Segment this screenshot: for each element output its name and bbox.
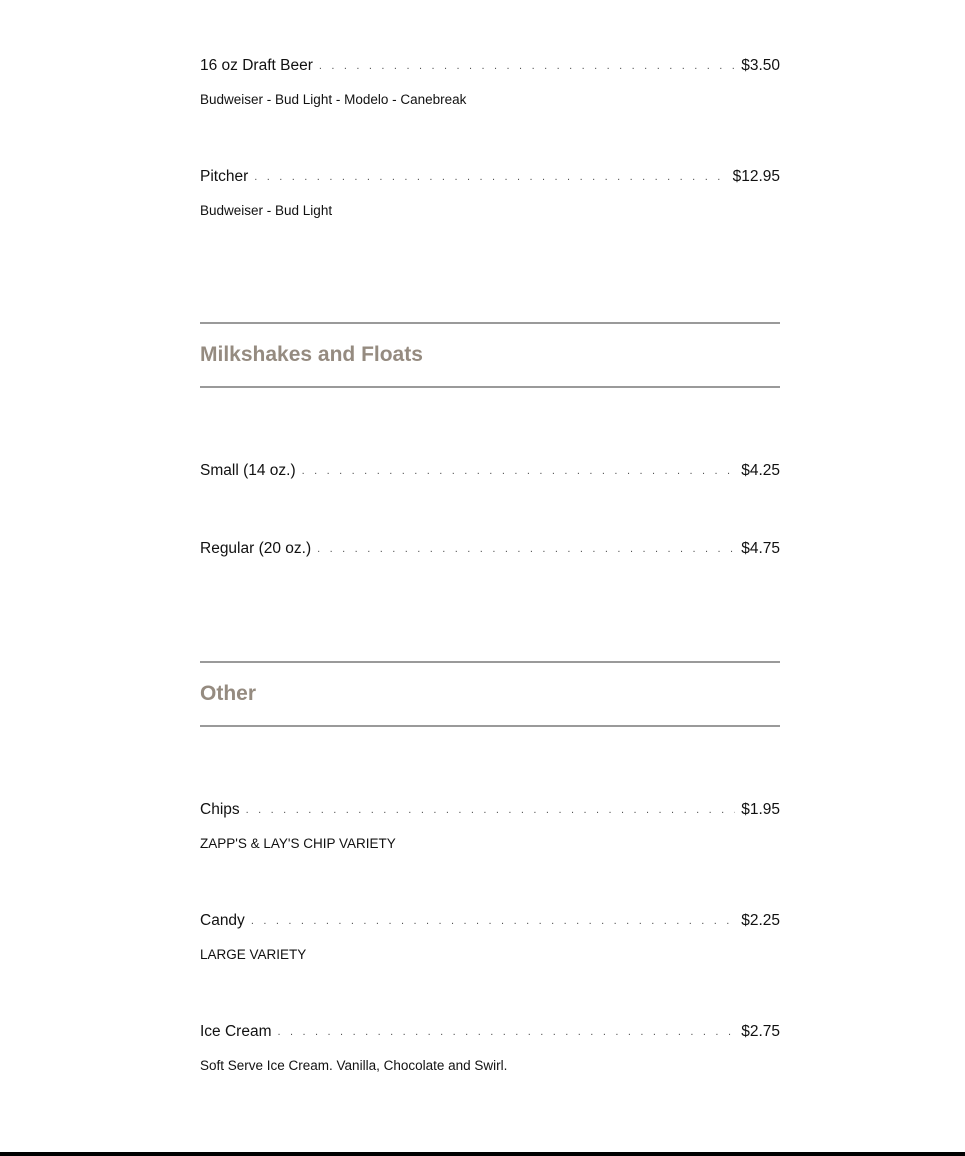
menu-item-price: $12.95 (732, 168, 780, 185)
menu-item-name: Ice Cream (200, 1023, 272, 1040)
menu-item-row (200, 167, 780, 188)
menu-item-name: 16 oz Draft Beer (200, 57, 313, 74)
menu-item-name: Candy (200, 912, 245, 929)
menu-item-description: Soft Serve Ice Cream. Vanilla, Chocolate and Swirl. (200, 1058, 508, 1073)
menu-item-price: $2.75 (741, 1023, 780, 1040)
menu-item-name: Pitcher (200, 168, 249, 185)
dot-leader (278, 1022, 736, 1042)
dot-leader (246, 800, 736, 820)
section-header-other (200, 661, 780, 727)
menu-item-name: Chips (200, 801, 240, 818)
menu-item-name: Regular (20 oz.) (200, 540, 312, 557)
menu-item-row (200, 911, 780, 932)
section-title: Milkshakes and Floats (200, 343, 423, 366)
menu-item-candy (200, 911, 780, 963)
menu-item-regular-shake (200, 539, 780, 560)
menu-item-description: Budweiser - Bud Light - Modelo - Canebreak (200, 92, 467, 107)
dot-leader (319, 56, 735, 76)
menu-item-ice-cream (200, 1022, 780, 1074)
menu-item-name: Small (14 oz.) (200, 462, 296, 479)
section-title: Other (200, 682, 257, 705)
menu-item-description: Budweiser - Bud Light (200, 203, 333, 218)
menu-item-row (200, 800, 780, 821)
menu-item-price: $2.25 (741, 912, 780, 929)
dot-leader (317, 539, 735, 559)
page-bottom-bar (0, 1152, 965, 1156)
menu-item-draft-beer (200, 56, 780, 108)
dot-leader (302, 461, 736, 481)
menu-item-price: $4.25 (741, 462, 780, 479)
menu-item-row (200, 539, 780, 560)
menu-item-chips (200, 800, 780, 852)
menu-item-row (200, 56, 780, 77)
menu-item-price: $3.50 (741, 57, 780, 74)
menu-item-description: LARGE VARIETY (200, 947, 307, 962)
menu-item-description: ZAPP'S & LAY'S CHIP VARIETY (200, 836, 396, 851)
menu-item-price: $4.75 (741, 540, 780, 557)
menu-item-price: $1.95 (741, 801, 780, 818)
menu-item-row (200, 1022, 780, 1043)
section-header-milkshakes (200, 322, 780, 388)
dot-leader (251, 911, 735, 931)
menu-item-pitcher (200, 167, 780, 219)
menu-item-small-shake (200, 461, 780, 482)
menu-item-row (200, 461, 780, 482)
dot-leader (254, 167, 726, 187)
